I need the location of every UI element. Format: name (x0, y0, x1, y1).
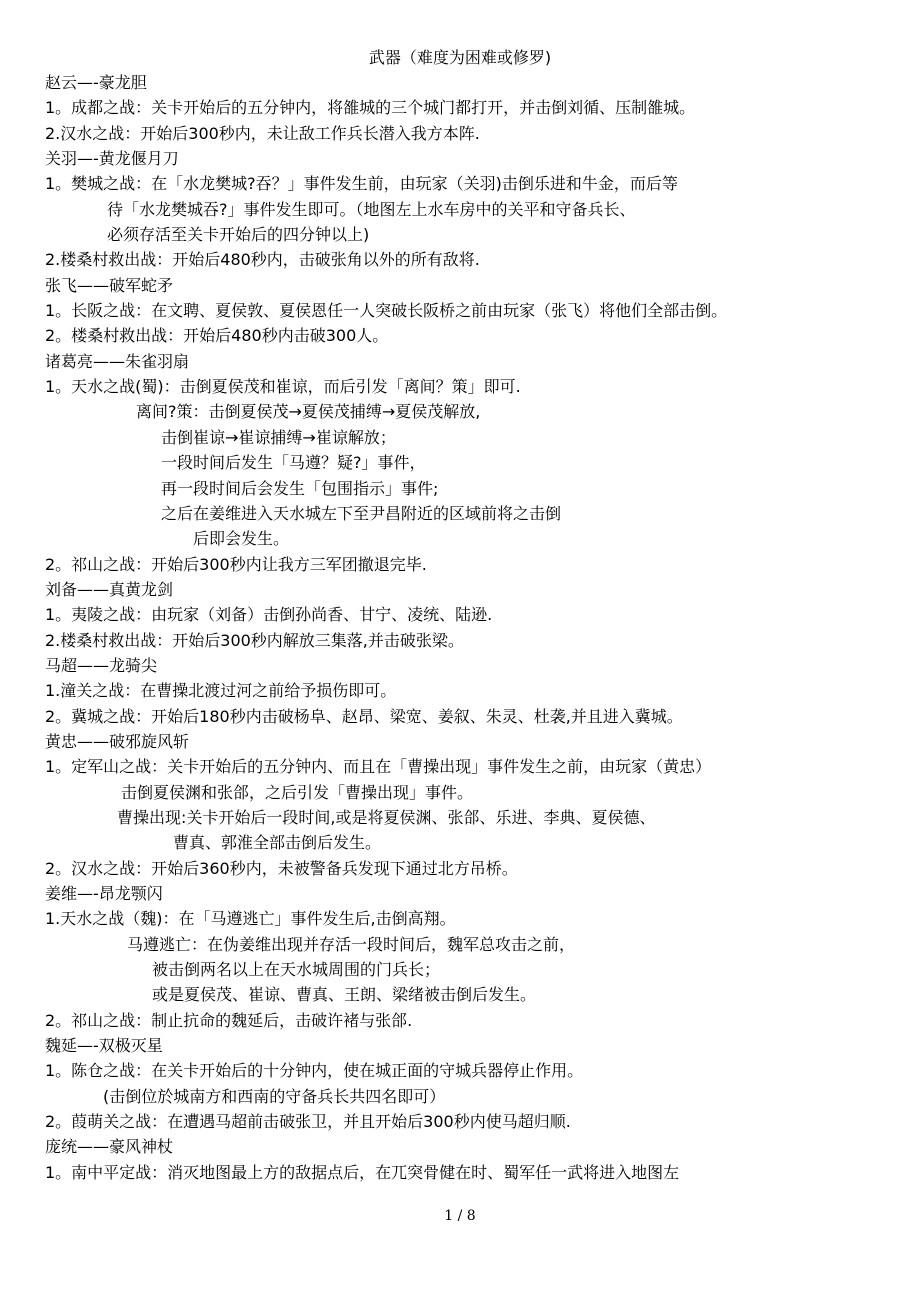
text-line: 魏延—-双极灭星 (45, 1036, 163, 1056)
note-line: 曹真、郭淮全部击倒后发生。 (173, 833, 382, 853)
text-line: 刘备——真黄龙剑 (45, 579, 174, 599)
note-line: 待「水龙樊城吞?」事件发生即可。（地图左上水车房中的关平和守备兵长、 (107, 199, 636, 219)
note-line: 击倒崔谅→崔谅捕缚→崔谅解放； (161, 427, 396, 447)
text-line: 1。樊城之战：在「水龙樊城?吞？」事件发生前，由玩家（关羽)击倒乐进和牛金，而后等 (45, 174, 678, 194)
note-line: 后即会发生。 (193, 529, 290, 549)
text-line: 2。冀城之战：开始后180秒内击破杨阜、赵昂、梁宽、姜叙、朱灵、杜袭,并且进入冀城。 (45, 706, 683, 726)
text-line: 2.楼桑村救出战：开始后480秒内，击破张角以外的所有敌将. (45, 250, 480, 270)
text-line: 2。楼桑村救出战：开始后480秒内击破300人。 (45, 326, 389, 346)
note-line: 被击倒两名以上在天水城周围的门兵长； (152, 960, 441, 980)
note-line: 曹操出现:关卡开始后一段时间,或是将夏侯渊、张郃、乐进、李典、夏侯德、 (117, 807, 656, 827)
text-line: 1.天水之战（魏)：在「马遵逃亡」事件发生后,击倒高翔。 (45, 909, 456, 929)
text-line: 2。葭萌关之战：在遭遇马超前击破张卫，并且开始后300秒内使马超归顺. (45, 1112, 571, 1132)
note-line: 马遵逃亡：在伪姜维出现并存活一段时间后，魏军总攻击之前， (127, 934, 576, 954)
text-line: 2。汉水之战：开始后360秒内，未被警备兵发现下通过北方吊桥。 (45, 858, 518, 878)
text-line: 2。祁山之战：开始后300秒内让我方三军团撤退完毕. (45, 554, 427, 574)
note-line: 离间?策：击倒夏侯茂→夏侯茂捕缚→夏侯茂解放, (136, 402, 481, 422)
text-line: 马超——龙骑尖 (45, 655, 158, 675)
text-line: 赵云—-豪龙胆 (45, 73, 147, 92)
text-line: 2。祁山之战：制止抗命的魏延后，击破许褚与张郃. (45, 1010, 413, 1030)
text-line: 关羽—-黄龙偃月刀 (45, 149, 179, 169)
text-line: 1。长阪之战：在文聘、夏侯敦、夏侯恩任一人突破长阪桥之前由玩家（张飞）将他们全部击倒。 (45, 301, 728, 321)
note-line: 再一段时间后会发生「包围指示」事件; (161, 478, 439, 498)
page-number: 1 / 8 (444, 1208, 476, 1224)
note-line: 一段时间后发生「马遵？疑?」事件， (161, 453, 426, 473)
note-line: 之后在姜维进入天水城左下至尹昌附近的区域前将之击倒 (161, 503, 562, 523)
note-line: 必须存活至关卡开始后的四分钟以上) (107, 225, 370, 245)
text-line: 1。定军山之战：关卡开始后的五分钟内、而且在「曹操出现」事件发生之前，由玩家（黄忠） (45, 757, 712, 777)
document-body (45, 70, 905, 1185)
text-line: 1。陈仓之战：在关卡开始后的十分钟内，使在城正面的守城兵器停止作用。 (45, 1061, 584, 1081)
text-line: 诸葛亮——朱雀羽扇 (45, 351, 190, 371)
text-line: 张飞——破军蛇矛 (45, 275, 174, 295)
text-line: 1。天水之战(蜀)：击倒夏侯茂和崔谅，而后引发「离间？策」即可. (45, 377, 521, 397)
text-line: 2.汉水之战：开始后300秒内，未让敌工作兵长潜入我方本阵. (45, 123, 480, 143)
note-line: (击倒位於城南方和西南的守备兵长共四名即可） (103, 1086, 446, 1106)
text-line: 2.楼桑村救出战：开始后300秒内解放三集落,并击破张梁。 (45, 630, 464, 650)
text-line: 1。南中平定战：消灭地图最上方的敌据点后，在兀突骨健在时、蜀军任一武将进入地图左 (45, 1162, 680, 1182)
note-line: 或是夏侯茂、崔谅、曹真、王朗、梁绪被击倒后发生。 (152, 985, 537, 1005)
text-line: 1.潼关之战：在曹操北渡过河之前给予损伤即可。 (45, 681, 397, 701)
page-title: 武器（难度为困难或修罗) (368, 48, 552, 67)
text-line: 黄忠——破邪旋风斩 (45, 731, 190, 751)
text-line: 1。夷陵之战：由玩家（刘备）击倒孙尚香、甘宁、凌统、陆逊. (45, 605, 493, 625)
text-line: 庞统——豪风神杖 (45, 1137, 174, 1157)
text-line: 姜维—-昂龙颚闪 (45, 884, 163, 903)
text-line: 1。成都之战：关卡开始后的五分钟内，将雒城的三个城门都打开，并击倒刘循、压制雒城。 (45, 98, 696, 118)
note-line: 击倒夏侯渊和张郃，之后引发「曹操出现」事件。 (121, 782, 474, 802)
